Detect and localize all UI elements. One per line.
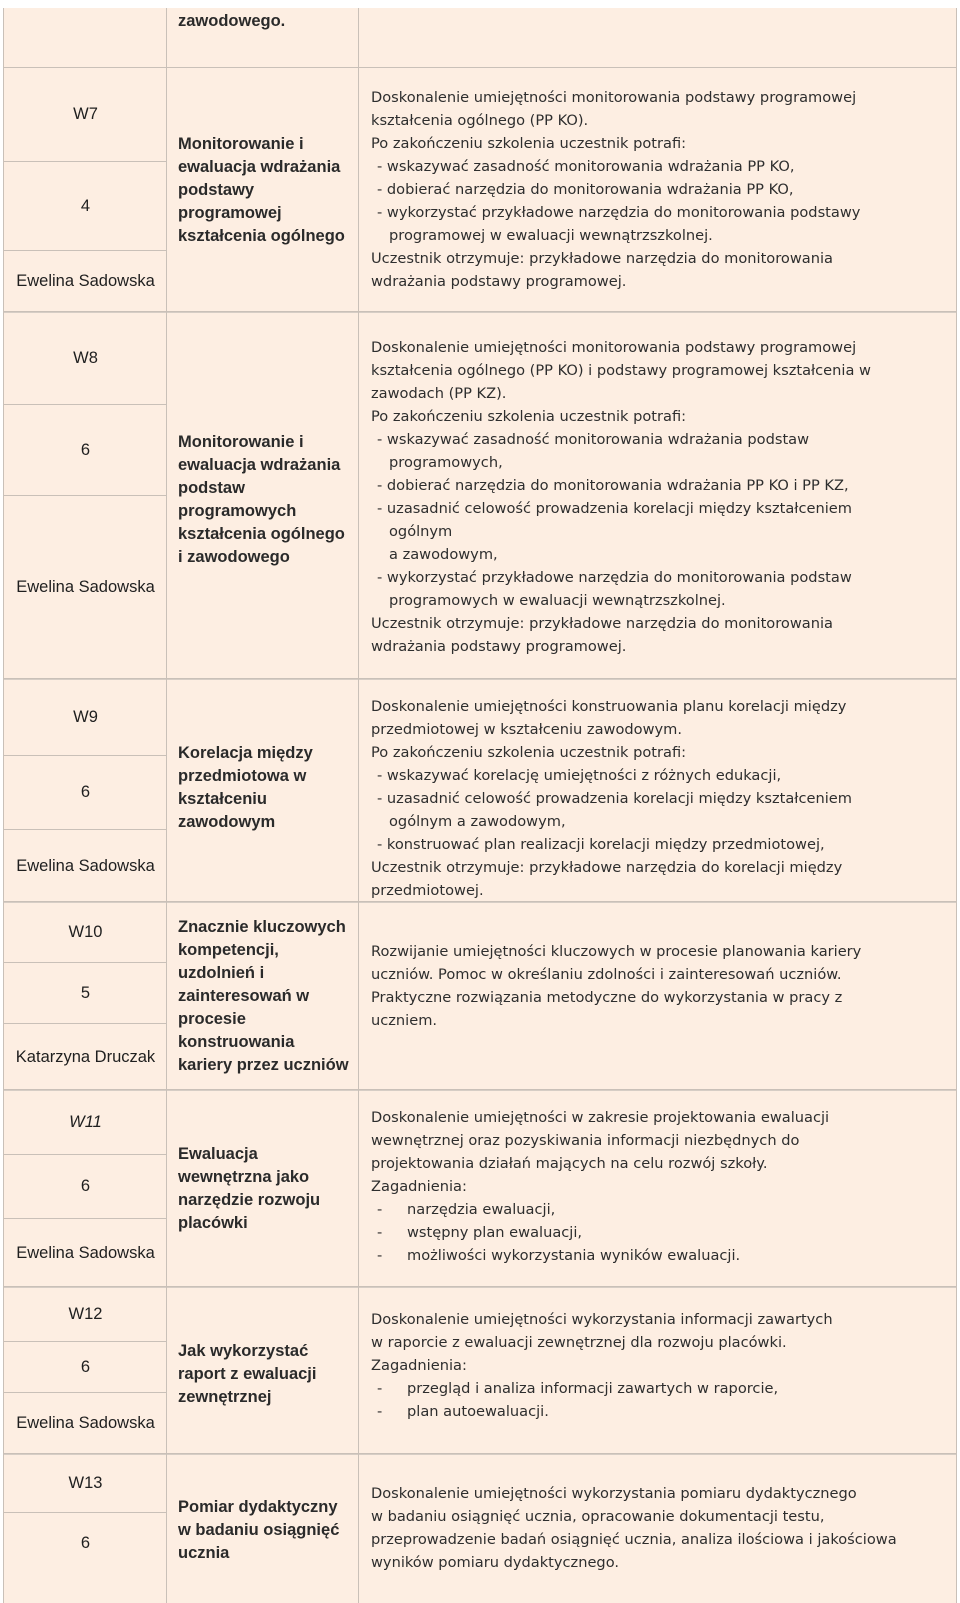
topic-title: Monitorowanie i ewaluacja wdrażania podstawy programowej kształcenia ogólnego bbox=[178, 134, 345, 245]
topic-description: Doskonalenie umiejętności wykorzystania informacji zawartych w raporcie z ewaluacji zewnętrznej dla rozwoju placówki. Zagadnienia: - przegląd i analiza informacji zawartych w raporcie, - plan autoewaluacji. bbox=[371, 1311, 833, 1420]
trainer-name: Ewelina Sadowska bbox=[16, 856, 155, 875]
topic-description: Doskonalenie umiejętności wykorzystania pomiaru dydaktycznego w badaniu osiągnięć ucznia, opracowanie dokumentacji testu, przeprowadzenie badań osiągnięć ucznia, analiza ilościowa i jakościowa wyników pomiaru dydaktycznego. bbox=[371, 1485, 897, 1571]
workshop-code: W8 bbox=[73, 348, 98, 367]
hours-count: 6 bbox=[80, 440, 91, 459]
table-row bbox=[3, 1454, 957, 1603]
workshop-code: W10 bbox=[68, 922, 103, 941]
workshop-code: W9 bbox=[73, 707, 98, 726]
trainer-name: Ewelina Sadowska bbox=[16, 272, 155, 290]
hours-count: 5 bbox=[80, 983, 91, 1002]
trainer-name: Ewelina Sadowska bbox=[16, 578, 155, 596]
topic-description: Doskonalenie umiejętności w zakresie projektowania ewaluacji wewnętrznej oraz pozyskiwania informacji niezbędnych do projektowania działań mających na celu rozwój szkoły. Zagadnienia: - narzędzia ewaluacji, - wstępny plan ewaluacji, - możliwości wykorzystania wyników ewaluacji. bbox=[371, 1109, 830, 1264]
hours-count: 6 bbox=[80, 1357, 91, 1376]
topic-title: Jak wykorzystać raport z ewaluacji zewnętrznej bbox=[178, 1342, 317, 1406]
workshop-code: W12 bbox=[68, 1304, 103, 1323]
topic-title: Monitorowanie i ewaluacja wdrażania podstaw programowych kształcenia ogólnego i zawodowego bbox=[178, 432, 345, 566]
trainer-name: Katarzyna Druczak bbox=[15, 1047, 156, 1066]
topic-description: Doskonalenie umiejętności monitorowania podstawy programowej kształcenia ogólnego (PP KO) i podstawy programowej kształcenia w zawodach (PP KZ). Po zakończeniu szkolenia uczestnik potrafi: - wskazywać zasadność monitorowania wdrażania podstaw programowych, - dobierać narzędzia do monitorowania wdrażania PP KO i PP KZ, - uzasadnić celowość prowadzenia korelacji między kształceniem ogólnym a zawodowym, - wykorzystać przykładowe narzędzia do monitorowania podstaw programowych w ewaluacji wewnątrzszkolnej. Uczestnik otrzymuje: przykładowe narzędzia do monitorowania wdrażania podstawy programowej. bbox=[371, 339, 871, 655]
table-row bbox=[3, 8, 957, 68]
hours-count: 6 bbox=[80, 1177, 91, 1195]
topic-description: Doskonalenie umiejętności monitorowania podstawy programowej kształcenia ogólnego (PP KO). Po zakończeniu szkolenia uczestnik potrafi: - wskazywać zasadność monitorowania wdrażania PP KO, - dobierać narzędzia do monitorowania wdrażania PP KO, - wykorzystać przykładowe narzędzia do monitorowania podstawy programowej w ewaluacji wewnątrzszkolnej. Uczestnik otrzymuje: przykładowe narzędzia do monitorowania wdrażania podstawy programowej. bbox=[371, 89, 861, 290]
trainer-name: Ewelina Sadowska bbox=[16, 1414, 155, 1432]
table-row bbox=[3, 679, 957, 902]
topic-title: Znacznie kluczowych kompetencji, uzdolnień i zainteresowań w procesie konstruowania kariery przez uczniów bbox=[178, 917, 349, 1074]
hours-count: 4 bbox=[80, 196, 91, 215]
topic-title: zawodowego. bbox=[178, 12, 286, 30]
workshop-code: W13 bbox=[68, 1473, 103, 1492]
workshop-code: W7 bbox=[73, 105, 98, 123]
table-row bbox=[3, 902, 957, 1090]
hours-count: 6 bbox=[80, 1533, 91, 1552]
topic-description: Doskonalenie umiejętności konstruowania planu korelacji między przedmiotowej w kształceniu zawodowym. Po zakończeniu szkolenia uczestnik potrafi: - wskazywać korelację umiejętności z różnych edukacji, - uzasadnić celowość prowadzenia korelacji między kształceniem ogólnym a zawodowym, - konstruować plan realizacji korelacji między przedmiotowej, Uczestnik otrzymuje: przykładowe narzędzia do korelacji między przedmiotowej. bbox=[371, 698, 852, 899]
table-row bbox=[3, 1090, 957, 1287]
table-row bbox=[3, 1287, 957, 1454]
hours-count: 6 bbox=[80, 783, 91, 801]
topic-title: Korelacja między przedmiotowa w kształceniu zawodowym bbox=[178, 744, 313, 831]
table-row bbox=[3, 312, 957, 679]
table-row bbox=[3, 68, 957, 312]
topic-title: Ewaluacja wewnętrzna jako narzędzie rozwoju placówki bbox=[178, 1144, 321, 1232]
trainer-name: Ewelina Sadowska bbox=[16, 1243, 155, 1262]
topic-description: Rozwijanie umiejętności kluczowych w procesie planowania kariery uczniów. Pomoc w określaniu zdolności i zainteresowań uczniów. Praktyczne rozwiązania metodyczne do wykorzystania w pracy z uczniem. bbox=[371, 943, 862, 1029]
topic-title: Pomiar dydaktyczny w badaniu osiągnięć ucznia bbox=[178, 1498, 340, 1562]
workshop-code: W11 bbox=[69, 1112, 102, 1131]
